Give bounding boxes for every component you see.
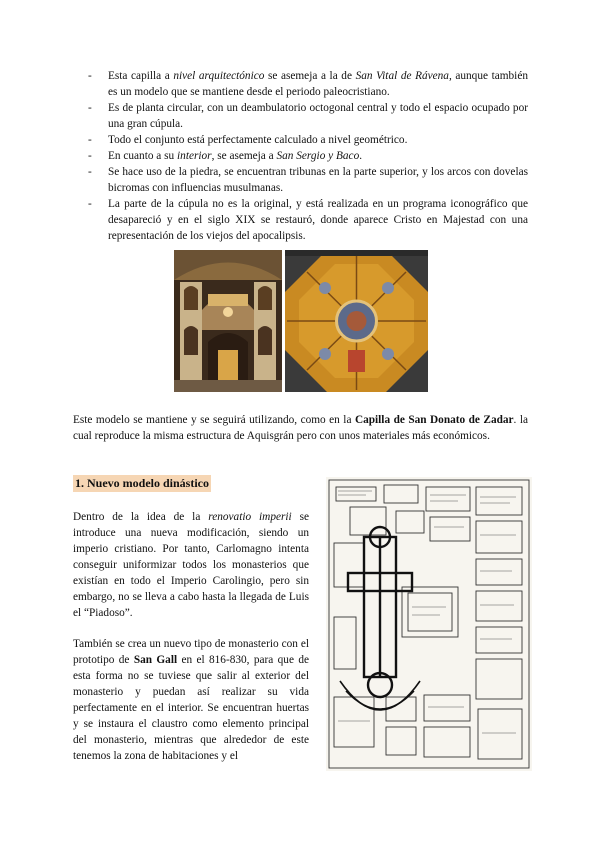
bullet-item	[88, 196, 528, 244]
paragraph-san-gall	[73, 636, 309, 764]
text-run: se introduce una nueva modificación, siendo un imperio cristiano. Por tanto, Carlomagno intenta conseguir uniformizar todos los monasterios que existían en todo el Imperio Carolingio, pero sin embargo, no se lleva a cabo hasta la llegada de Luis el “Piadoso”.	[73, 511, 309, 619]
emphasis: San Sergio y Baco	[276, 150, 360, 162]
dome-photo	[285, 250, 428, 392]
bullet-dash: -	[88, 102, 92, 114]
bullet-dash: -	[88, 150, 92, 162]
bold-term: San Gall	[133, 654, 178, 666]
bullet-dash: -	[88, 70, 92, 82]
text-run: , se asemeja a	[211, 150, 277, 162]
bullet-item	[88, 148, 528, 164]
text-run: Es de planta circular, con un deambulatorio octogonal central y todo el espacio ocupado por una gran cúpula.	[108, 102, 528, 130]
text-run: Este modelo se mantiene y se seguirá utilizando, como en la	[73, 414, 355, 426]
text-run: También se crea un nuevo tipo de monasterio con el prototipo de	[73, 638, 309, 666]
paragraph-renovatio	[73, 509, 309, 621]
san-gall-plan-image	[326, 477, 532, 771]
paragraph-zadar	[73, 412, 528, 444]
emphasis: nivel arquitectónico	[173, 70, 265, 82]
emphasis: renovatio imperii	[208, 511, 292, 523]
text-run: en el 816-830, para que de esta forma no se tuviese que salir al exterior del monasterio y puedan así realizar su vida perfectamente en el interior. Se encuentran huertas y se instaura el claustro como elemento principal del monasterio, mientras que alrededor de este tenemos la zona de habitaciones y el	[73, 654, 309, 762]
bullet-dash: -	[88, 198, 92, 210]
text-run: Se hace uso de la piedra, se encuentran tribunas en la parte superior, y los arcos con dovelas bicromas con influencias musulmanas.	[108, 166, 528, 194]
bullet-dash: -	[88, 166, 92, 178]
bullet-item	[88, 100, 528, 132]
text-run: se asemeja a la de	[264, 70, 356, 82]
bullet-item	[88, 164, 528, 196]
text-run: Esta capilla a	[108, 70, 174, 82]
bullet-list	[88, 68, 528, 244]
text-run: Dentro de la idea de la	[73, 511, 209, 523]
section-heading: 1. Nuevo modelo dinástico	[75, 476, 210, 490]
text-run: aunque también es un modelo que se mantiene desde el periodo paleocristiano.	[108, 70, 528, 98]
emphasis: interior	[177, 150, 212, 162]
text-run: Todo el conjunto está perfectamente calculado a nivel geométrico.	[108, 134, 408, 146]
chapel-interior-photo	[174, 250, 282, 392]
bullet-item	[88, 132, 528, 148]
text-run: En cuanto a su	[108, 150, 178, 162]
bullet-item	[88, 68, 528, 100]
bullet-dash: -	[88, 134, 92, 146]
text-run: . la cual reproduce la misma estructura de Aquisgrán pero con unos materiales más económicos.	[73, 414, 528, 442]
text-run: La parte de la cúpula no es la original, y está realizada en un programa iconográfico que desapareció y en el siglo XIX se restauró, donde aparece Cristo en Majestad con una representación de los viejos del apocalipsis.	[108, 198, 528, 242]
text-run: .	[359, 150, 363, 162]
emphasis: San Vital de Rávena,	[355, 70, 452, 82]
chapel-photos	[174, 250, 428, 392]
bold-term: Capilla de San Donato de Zadar	[354, 414, 514, 426]
